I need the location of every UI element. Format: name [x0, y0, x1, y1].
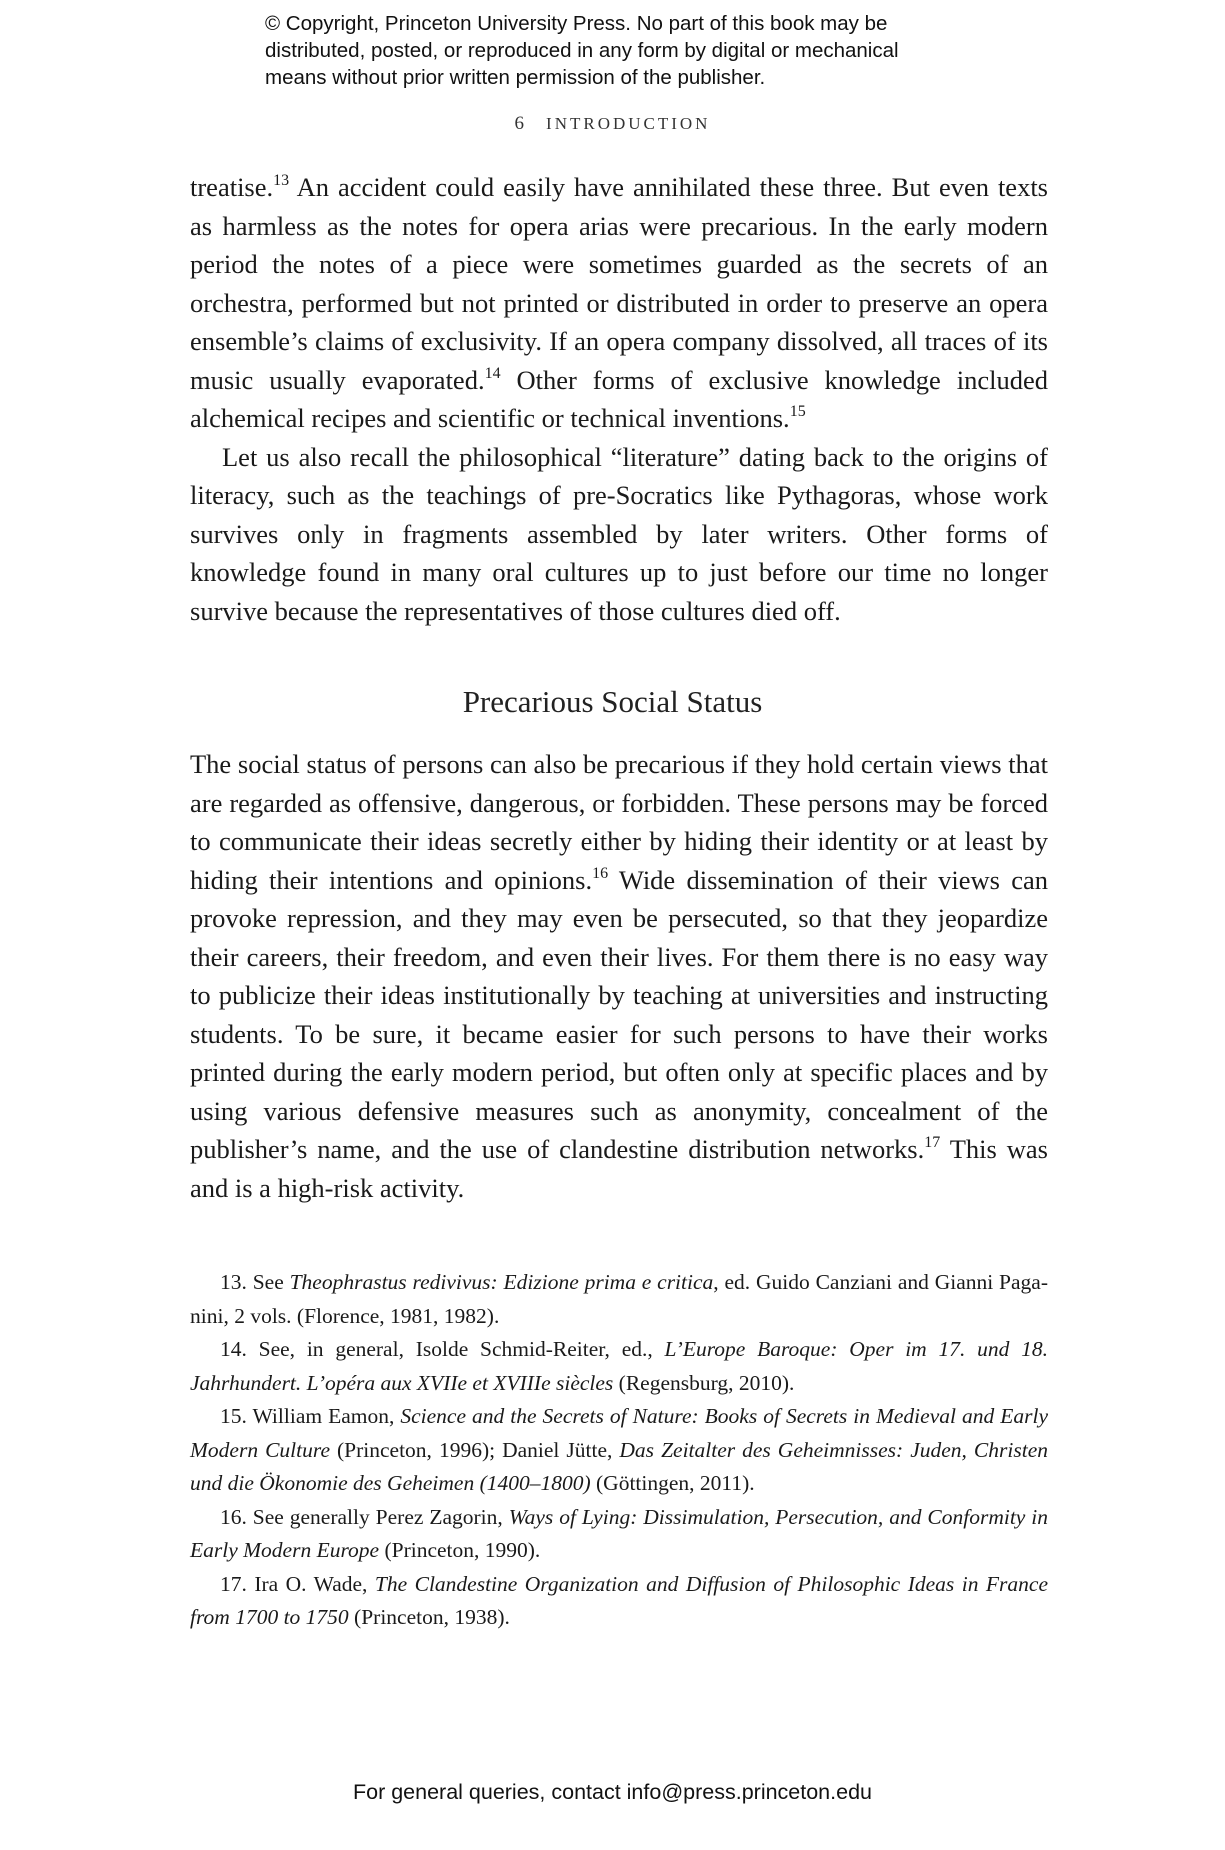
chapter-title: INTRODUCTION — [546, 114, 711, 133]
text-run: 13. See — [220, 1270, 290, 1294]
body-text-section — [190, 745, 1048, 1207]
footnote-ref-17[interactable]: 17 — [924, 1134, 941, 1151]
text-run: Other forms of exclusive knowledge included alchemical recipes and scientific or technical inventions. — [190, 364, 1048, 433]
footnote-ref-16[interactable]: 16 — [592, 864, 609, 882]
text-run: An accident could easily have annihilated these three. But even texts as harmless as the notes for opera arias were precarious. In the early modern period the notes of a piece were sometimes guarded as the secrets of an orchestra, performed but not printed or distributed in order to preserve an opera ensemble’s claims of exclusivity. If an opera company dissolved, all traces of its music usually evaporated. — [190, 172, 1048, 395]
text-run: 17. Ira O. Wade, — [220, 1571, 375, 1596]
text-run: (Princeton, 1996); Daniel Jütte, — [329, 1437, 620, 1462]
footer-contact: For general queries, contact info@press.princeton.edu — [352, 1780, 872, 1804]
text-run: (Princeton, 1938). — [348, 1605, 510, 1629]
text-run: (Regensburg, 2010). — [613, 1370, 795, 1395]
text-run: 16. See generally Perez Zagorin, — [220, 1504, 509, 1529]
copyright-line-3: means without prior written permission of the publisher. — [265, 66, 766, 89]
text-run: (Göttingen, 2011). — [590, 1471, 755, 1495]
footnotes — [190, 1266, 1048, 1635]
copyright-notice — [265, 10, 1045, 91]
text-run: 14. See, in general, Isolde Schmid-Reiter, ed., — [220, 1337, 665, 1361]
section-heading: Precarious Social Status — [462, 684, 763, 719]
running-head — [0, 113, 1225, 135]
footnote-ref-15[interactable]: 15 — [789, 403, 806, 420]
paragraph: Let us also recall the philosophical “literature” dating back to the origins of literacy, such as the teachings of pre-Socratics like Pythagoras, whose work survives only in fragments assembled by later writers. Other forms of knowledge found in many oral cultures up to just before our time no longer survive because the representatives of those cultures died off. — [190, 441, 1048, 626]
page-number: 6 — [514, 113, 525, 134]
italic-title: Theophrastus redivivus: Edizione prima e critica — [289, 1270, 714, 1294]
italic-title: L’Europe Baroque: Oper im 17. und 18. Jahrhundert. L’opéra aux XVIIe et XVIIIe siècles — [190, 1337, 1048, 1395]
footnote-17 — [190, 1568, 1048, 1635]
italic-title: Science and the Secrets of Nature: Books of Secrets in Medieval and Early Modern Culture — [190, 1404, 1048, 1462]
text-run: This was and is a high-risk activity. — [190, 1134, 1048, 1203]
footnote-ref-13[interactable]: 13 — [273, 172, 290, 189]
paragraph — [190, 168, 1048, 438]
text-run: 15. William Eamon, — [220, 1404, 401, 1428]
copyright-line-1: © Copyright, Princeton University Press. No part of this book may be — [265, 12, 888, 35]
text-run: treatise. — [190, 172, 274, 202]
body-text-top — [190, 168, 1048, 630]
text-run: , ed. Guido Canziani and Gianni Paganini, 2 vols. (Florence, 1981, 1982). — [190, 1270, 1049, 1328]
footnote-16 — [190, 1501, 1048, 1568]
paragraph — [190, 745, 1048, 1207]
italic-title: Ways of Lying: Dissimulation, Persecution, and Conformity in Early Modern Europe — [190, 1504, 1048, 1562]
text-run: Wide dissemination of their views can provoke repression, and they may even be persecuted, so that they jeopardize their careers, their freedom, and even their lives. For them there is no easy way to publicize their ideas institutionally by teaching at universities and instructing students. To be sure, it became easier for such persons to have their works printed during the early modern period, but often only at specific places and by using various defensive measures such as anonymity, concealment of the publisher’s name, and the use of clandestine distribution networks. — [190, 864, 1048, 1164]
text-run: (Princeton, 1990). — [379, 1538, 541, 1562]
footnote-ref-14[interactable]: 14 — [484, 364, 501, 382]
footnote-15 — [190, 1400, 1048, 1501]
copyright-line-2: distributed, posted, or reproduced in any form by digital or mechanical — [265, 39, 899, 62]
footnote-13 — [190, 1266, 1048, 1333]
italic-title: Das Zeitalter des Geheimnisses: Juden, Christen und die Ökonomie des Geheimen (1400–1800) — [190, 1437, 1048, 1495]
text-run: The social status of persons can also be precarious if they hold certain views that are regarded as offensive, dangerous, or forbidden. These persons may be forced to communicate their ideas secretly either by hiding their identity or at least by hiding their intentions and opinions. — [190, 749, 1048, 895]
italic-title: The Clandestine Organization and Diffusion of Philosophic Ideas in France from 1700 to 1750 — [190, 1571, 1048, 1629]
footnote-14 — [190, 1333, 1048, 1400]
